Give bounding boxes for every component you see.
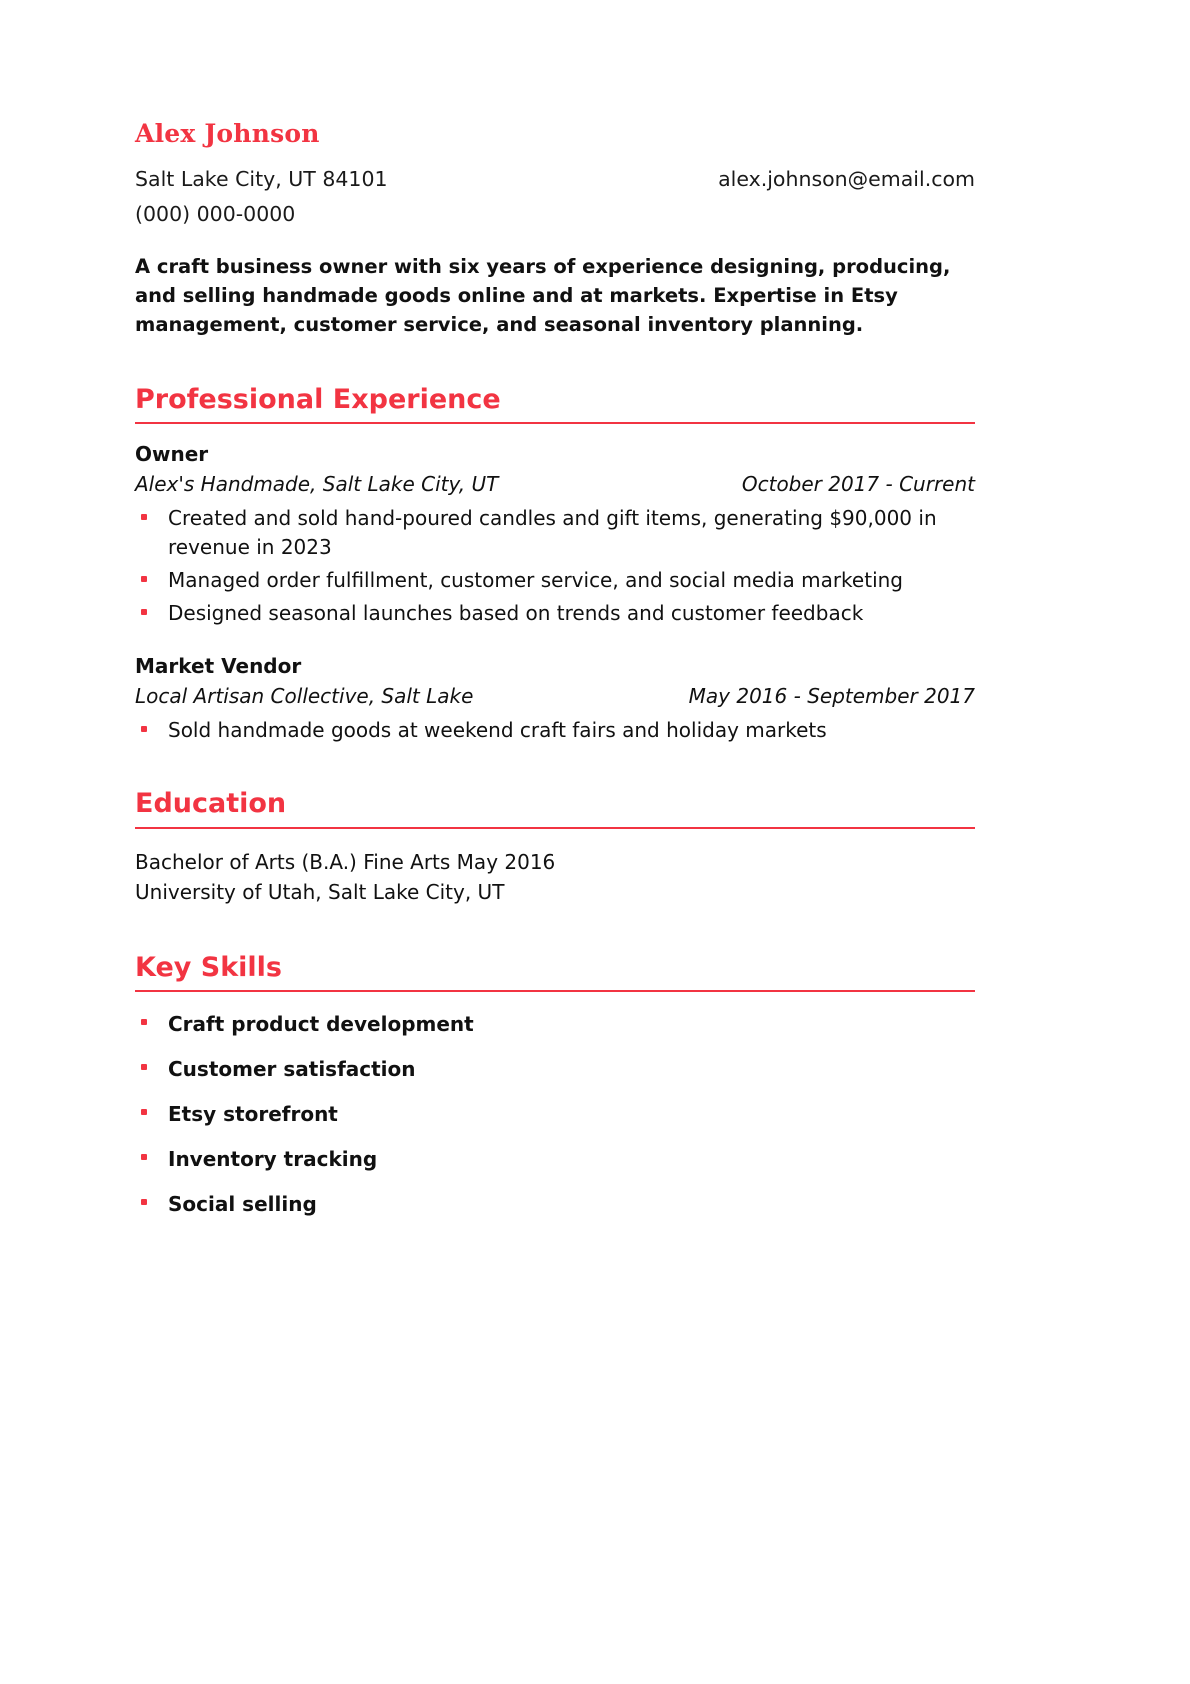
job-meta (135, 684, 975, 708)
section-title-experience: Professional Experience (135, 383, 501, 415)
job-bullet: Sold handmade goods at weekend craft fairs and holiday markets (135, 716, 975, 744)
contact-email[interactable]: alex.johnson@email.com (718, 166, 975, 191)
section-education (135, 788, 975, 908)
job-company: Alex's Handmade, Salt Lake City, UT (135, 472, 499, 497)
skill-item: Inventory tracking (135, 1145, 975, 1173)
job-company: Local Artisan Collective, Salt Lake (135, 683, 474, 708)
education-school: University of Utah, Salt Lake City, UT (135, 880, 505, 905)
section-divider-education (135, 827, 975, 829)
skill-item: Etsy storefront (135, 1100, 975, 1128)
job-bullet-list (135, 716, 975, 744)
job-bullet: Designed seasonal launches based on trends and customer feedback (135, 599, 975, 627)
section-title-skills: Key Skills (135, 951, 282, 983)
experience-entry (135, 442, 975, 628)
resume-content (135, 120, 975, 1235)
section-professional-experience (135, 384, 975, 744)
contact-phone: (000) 000-0000 (135, 202, 296, 227)
professional-summary: A craft business owner with six years of experience designing, producing, and selling handmade goods online and at markets. Expertise in Etsy management, customer service, and seasonal inventory planning. (135, 255, 951, 336)
job-role: Market Vendor (135, 653, 302, 678)
candidate-name: Alex Johnson (135, 119, 320, 148)
section-divider-skills (135, 990, 975, 992)
job-bullet-list (135, 504, 975, 628)
job-dates: May 2016 - September 2017 (688, 683, 975, 708)
contact-row (135, 162, 975, 198)
job-bullet: Created and sold hand-poured candles and gift items, generating $90,000 in revenue in 2023 (135, 504, 975, 561)
skill-item: Social selling (135, 1190, 975, 1218)
job-dates: October 2017 - Current (741, 472, 975, 497)
job-role: Owner (135, 442, 209, 467)
skill-item: Craft product development (135, 1010, 975, 1038)
resume-header (135, 120, 975, 340)
job-bullet: Managed order fulfillment, customer service, and social media marketing (135, 566, 975, 594)
experience-entry (135, 654, 975, 744)
section-key-skills (135, 952, 975, 1218)
education-degree: Bachelor of Arts (B.A.) Fine Arts May 2016 (135, 849, 556, 874)
skills-list (135, 1010, 975, 1218)
job-meta (135, 472, 975, 496)
section-divider-experience (135, 422, 975, 424)
contact-location: Salt Lake City, UT 84101 (135, 166, 388, 191)
skill-item: Customer satisfaction (135, 1055, 975, 1083)
section-title-education: Education (135, 788, 287, 820)
